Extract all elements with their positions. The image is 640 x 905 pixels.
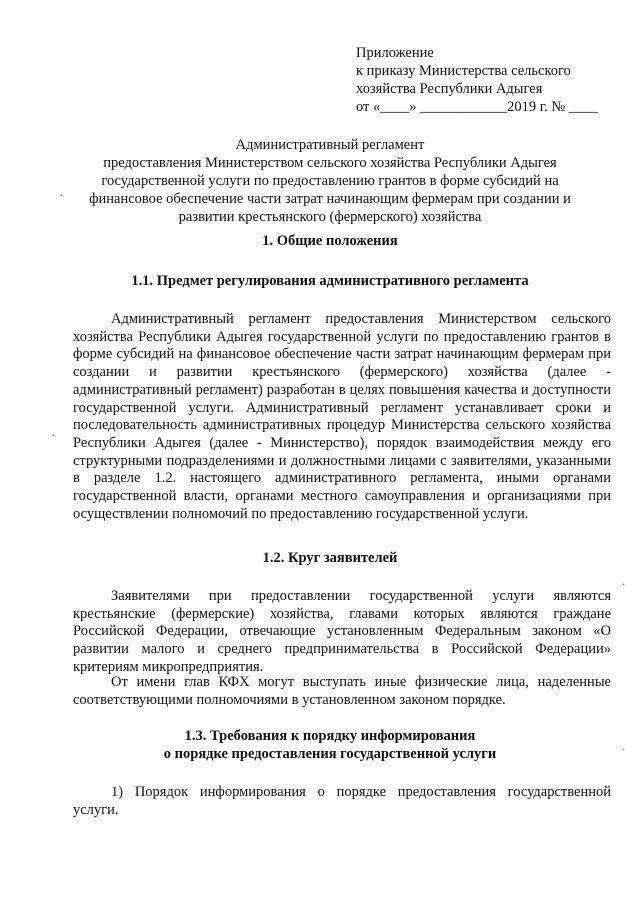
- section-1-2-paragraph-1: Заявителями при предоставлении государственной услуги являются крестьянские (фермерские) хозяйства, главами которых являются граждане Российской Федерации, отвечающие установленным Федеральным законом «О развитии малого и среднего предпринимательства в Российской Федерации» критериям микропредприятия.: [73, 588, 611, 675]
- scan-mark: .: [52, 425, 55, 439]
- section-1-1-heading: 1.1. Предмет регулирования административного регламента: [131, 273, 529, 289]
- scan-mark: .: [622, 574, 625, 588]
- scan-mark: .: [60, 185, 63, 199]
- heading-line: 1.3. Требования к порядку информирования: [184, 728, 476, 744]
- appendix-line: к приказу Министерства сельского: [356, 63, 571, 79]
- title-line: предоставления Министерством сельского хозяйства Республики Адыгея: [103, 155, 557, 171]
- heading-line: о порядке предоставления государственной услуги: [163, 746, 497, 762]
- section-1-1-paragraph: Административный регламент предоставления Министерством сельского хозяйства Республики Адыгея государственной услуги по предоставлению грантов в форме субсидий на финансовое обеспечение части затрат начинающим фермерам при создании и развитии крестьянского (фермерского) хозяйства (далее - административный регламент) разработан в целях повышения качества и доступности государственной услуги. Административный регламент устанавливает сроки и последовательность административных процедур Министерства сельского хозяйства Республики Адыгея (далее - Министерство), порядок взаимодействия между его структурными подразделениями и должностными лицами с заявителями, указанными в разделе 1.2. настоящего административного регламента, иными органами государственной власти, органами местного самоуправления и организациями при осуществлении полномочий по предоставлению государственной услуги.: [73, 311, 611, 522]
- title-line: финансовое обеспечение части затрат начинающим фермерам при создании и: [89, 191, 571, 207]
- title-line: развитии крестьянского (фермерского) хозяйства: [178, 209, 482, 225]
- appendix-line: Приложение: [356, 45, 434, 61]
- section-1-2-heading: 1.2. Круг заявителей: [262, 550, 398, 566]
- section-1-3-heading: [50, 727, 610, 763]
- scan-mark: .: [622, 739, 625, 753]
- appendix-block: [356, 44, 626, 116]
- section-1-heading: 1. Общие положения: [262, 233, 398, 249]
- section-1-2-paragraph-2: От имени глав КФХ могут выступать иные физические лица, наделенные соответствующими полномочиями в установленном законом порядке.: [73, 674, 611, 708]
- section-1-3-paragraph: 1) Порядок информирования о порядке предоставления государственной услуги.: [73, 784, 611, 818]
- appendix-line: хозяйства Республики Адыгея: [356, 81, 543, 97]
- appendix-line: от «____» ____________2019 г. № ____: [356, 99, 598, 115]
- document-title: [50, 136, 610, 226]
- title-line: Административный регламент: [235, 137, 425, 153]
- title-line: государственной услуги по предоставлению грантов в форме субсидий на: [101, 173, 559, 189]
